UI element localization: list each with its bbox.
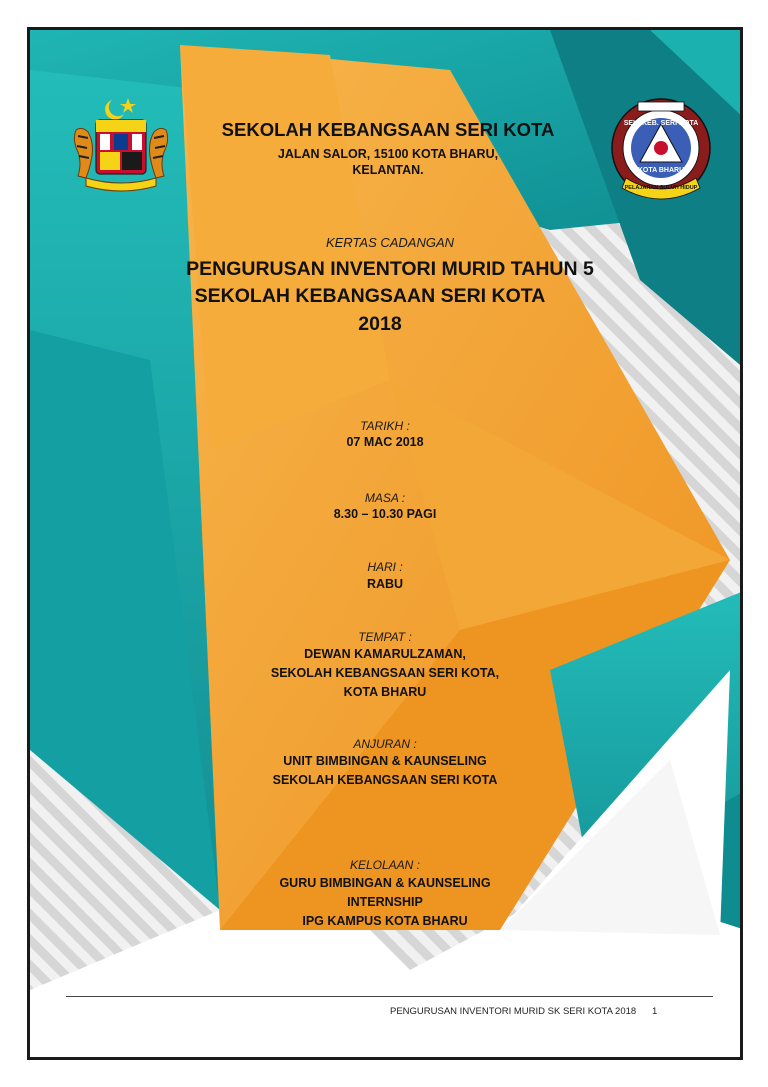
time-value: 8.30 – 10.30 PAGI bbox=[333, 507, 437, 521]
malaysia-coat-of-arms-icon bbox=[62, 92, 180, 192]
page-frame bbox=[27, 27, 743, 1060]
school-name: SEKOLAH KEBANGSAAN SERI KOTA bbox=[221, 119, 555, 140]
badge-ring-text: SEK. KEB. SERI KOTA bbox=[623, 120, 699, 127]
proposal-title-line-2: SEKOLAH KEBANGSAAN SERI KOTA bbox=[194, 285, 546, 307]
address-line-1: JALAN SALOR, 15100 KOTA BHARU, bbox=[277, 147, 499, 161]
date-label: TARIKH : bbox=[360, 419, 410, 433]
footer-divider bbox=[66, 996, 713, 997]
footer-page-number: 1 bbox=[652, 1006, 658, 1017]
organizer-line-2: SEKOLAH KEBANGSAAN SERI KOTA bbox=[272, 773, 498, 787]
venue-line-2: SEKOLAH KEBANGSAAN SERI KOTA, bbox=[270, 666, 500, 680]
managed-line-2: INTERNSHIP bbox=[347, 895, 423, 909]
proposal-subtitle: KERTAS CADANGAN bbox=[325, 235, 455, 250]
managed-label: KELOLAAN : bbox=[349, 858, 421, 872]
footer-text: PENGURUSAN INVENTORI MURID SK SERI KOTA 2018 bbox=[390, 1006, 637, 1017]
day-label: HARI : bbox=[367, 560, 403, 574]
managed-line-3: IPG KAMPUS KOTA BHARU bbox=[302, 914, 468, 928]
organizer-line-1: UNIT BIMBINGAN & KAUNSELING bbox=[283, 754, 487, 768]
venue-label: TEMPAT : bbox=[358, 630, 412, 644]
day-value: RABU bbox=[366, 577, 404, 591]
date-value: 07 MAC 2018 bbox=[346, 435, 424, 449]
time-label: MASA : bbox=[364, 491, 406, 505]
address-line-2: KELANTAN. bbox=[352, 163, 424, 177]
proposal-title-line-1: PENGURUSAN INVENTORI MURID TAHUN 5 bbox=[186, 258, 594, 280]
organizer-label: ANJURAN : bbox=[353, 737, 417, 751]
venue-line-3: KOTA BHARU bbox=[343, 685, 427, 699]
managed-line-1: GURU BIMBINGAN & KAUNSELING bbox=[279, 876, 491, 890]
badge-banner-text: PELAJARAN SULUH HIDUP bbox=[624, 185, 698, 191]
venue-line-1: DEWAN KAMARULZAMAN, bbox=[304, 647, 466, 661]
proposal-title-line-3: 2018 bbox=[358, 313, 402, 335]
badge-inner-text: KOTA BHARU bbox=[637, 167, 685, 174]
